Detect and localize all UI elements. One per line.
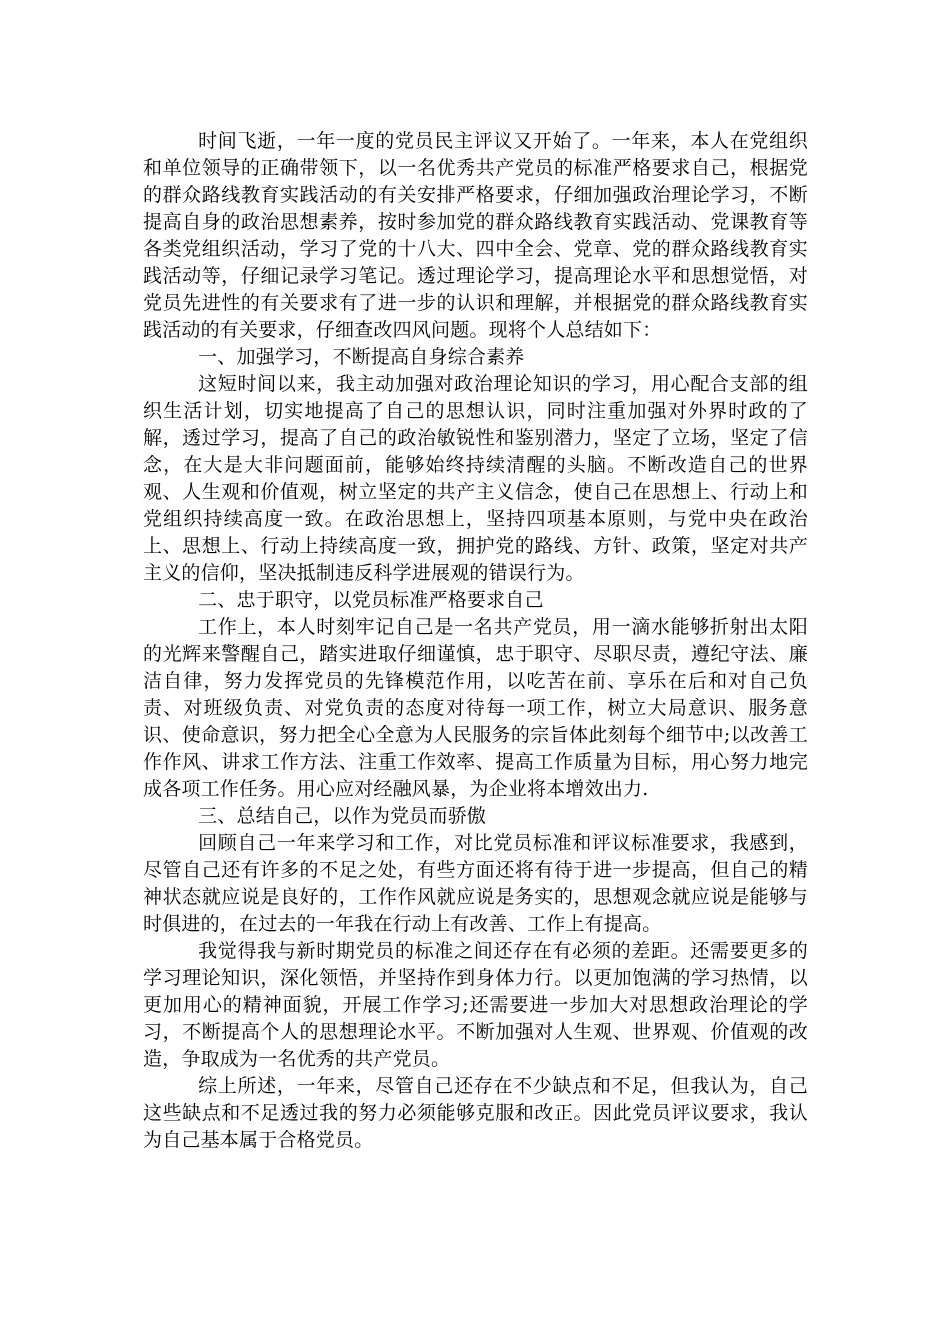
section-heading-1: 一、加强学习，不断提高自身综合素养 bbox=[198, 346, 525, 368]
section-heading-3: 三、总结自己，以作为党员而骄傲 bbox=[198, 805, 487, 827]
document-body bbox=[143, 128, 808, 1154]
paragraph-section-1: 这短时间以来，我主动加强对政治理论知识的学习，用心配合支部的组织生活计划，切实地提高了自己的思想认识，同时注重加强对外界时政的了解，透过学习，提高了自己的政治敏锐性和鉴别潜力，坚定了立场，坚定了信念，在大是大非问题面前，能够始终持续清醒的头脑。不断改造自己的世界观、人生观和价值观，树立坚定的共产主义信念，使自己在思想上、行动上和党组织持续高度一致。在政治思想上，坚持四项基本原则，与党中央在政治上、思想上、行动上持续高度一致，拥护党的路线、方针、政策，坚定对共产主义的信仰，坚决抵制违反科学进展观的错误行为。 bbox=[143, 373, 808, 584]
paragraph-section-2: 工作上，本人时刻牢记自己是一名共产党员，用一滴水能够折射出太阳的光辉来警醒自己，踏实进取仔细谨慎，忠于职守、尽职尽责，遵纪守法、廉洁自律，努力发挥党员的先锋模范作用，以吃苦在前、享乐在后和对自己负责、对班级负责、对党负责的态度对待每一项工作，树立大局意识、服务意识、使命意识，努力把全心全意为人民服务的宗旨体此刻每个细节中;以改善工作作风、讲求工作方法、注重工作效率、提高工作质量为目标，用心努力地完成各项工作任务。用心应对经融风暴，为企业将本增效出力. bbox=[143, 616, 808, 800]
paragraph-conclusion: 综上所述，一年来，尽管自己还存在不少缺点和不足，但我认为，自己这些缺点和不足透过我的努力必须能够克服和改正。因此党员评议要求，我认为自己基本属于合格党员。 bbox=[143, 1075, 808, 1151]
section-heading-2: 二、忠于职守，以党员标准严格要求自己 bbox=[198, 589, 544, 611]
paragraph-intro: 时间飞逝，一年一度的党员民主评议又开始了。一年来，本人在党组织和单位领导的正确带领下，以一名优秀共产党员的标准严格要求自己，根据党的群众路线教育实践活动的有关安排严格要求，仔细加强政治理论学习，不断提高自身的政治思想素养，按时参加党的群众路线教育实践活动、党课教育等各类党组织活动，学习了党的十八大、四中全会、党章、党的群众路线教育实践活动等，仔细记录学习笔记。透过理论学习，提高理论水平和思想觉悟，对党员先进性的有关要求有了进一步的认识和理解，并根据党的群众路线教育实践活动的有关要求，仔细查改四风问题。现将个人总结如下： bbox=[143, 130, 808, 341]
paragraph-section-3: 回顾自己一年来学习和工作，对比党员标准和评议标准要求，我感到，尽管自己还有许多的不足之处，有些方面还将有待于进一步提高，但自己的精神状态就应说是良好的，工作作风就应说是务实的，思想观念就应说是能够与时俱进的，在过去的一年我在行动上有改善、工作上有提高。 bbox=[143, 832, 808, 935]
paragraph-gap-reflection: 我觉得我与新时期党员的标准之间还存在有必须的差距。还需要更多的学习理论知识，深化领悟，并坚持作到身体力行。以更加饱满的学习热情，以更加用心的精神面貌，开展工作学习;还需要进一步加大对思想政治理论的学习，不断提高个人的思想理论水平。不断加强对人生观、世界观、价值观的改造，争取成为一名优秀的共产党员。 bbox=[143, 940, 808, 1070]
